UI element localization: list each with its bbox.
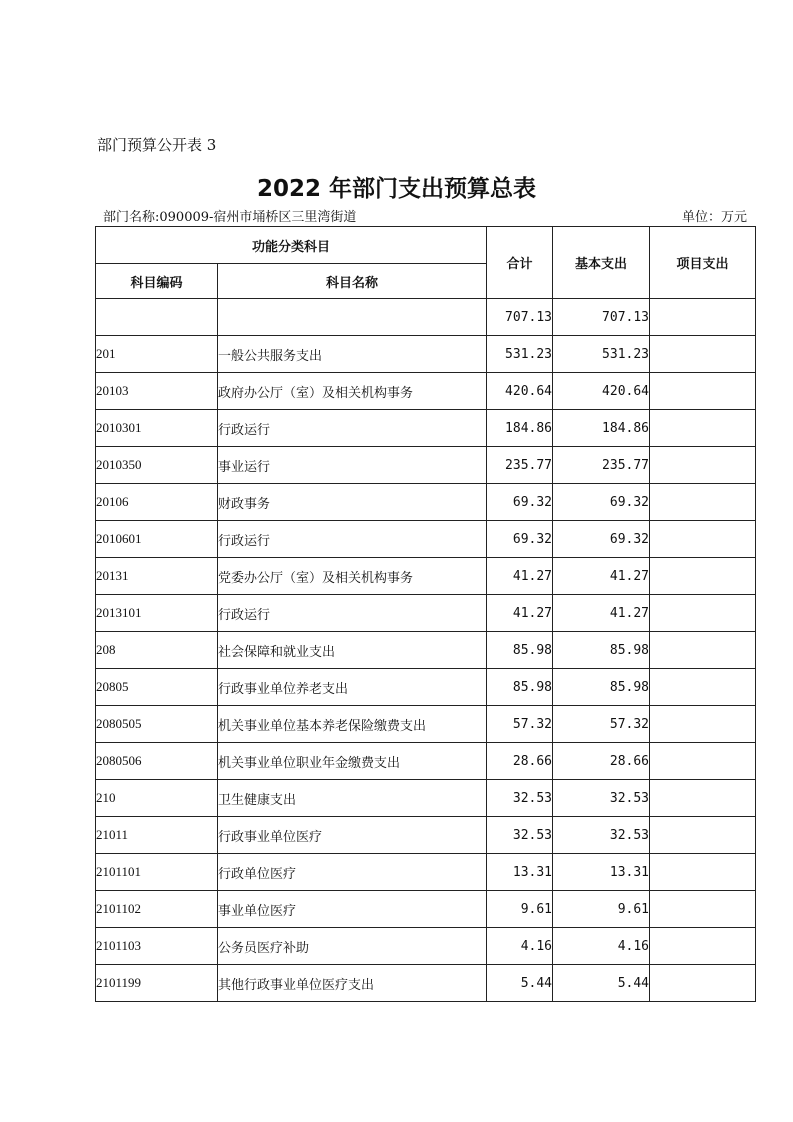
cell-basic: 85.98 [553, 669, 650, 706]
cell-code: 20131 [96, 558, 218, 595]
cell-basic: 235.77 [553, 447, 650, 484]
table-row [96, 891, 756, 928]
cell-name: 其他行政事业单位医疗支出 [218, 965, 487, 1002]
cell-name: 行政单位医疗 [218, 854, 487, 891]
cell-total: 32.53 [487, 817, 553, 854]
header-name: 科目名称 [218, 264, 487, 299]
cell-code: 2013101 [96, 595, 218, 632]
cell-project [650, 521, 756, 558]
cell-project [650, 373, 756, 410]
department-name: 部门名称:090009-宿州市埇桥区三里湾街道 [103, 210, 357, 225]
cell-total: 184.86 [487, 410, 553, 447]
cell-basic: 5.44 [553, 965, 650, 1002]
cell-name: 行政事业单位医疗 [218, 817, 487, 854]
cell-code: 21011 [96, 817, 218, 854]
cell-name [218, 299, 487, 336]
header-basic: 基本支出 [553, 227, 650, 299]
cell-name: 卫生健康支出 [218, 780, 487, 817]
table-row [96, 447, 756, 484]
cell-total: 57.32 [487, 706, 553, 743]
cell-name: 事业单位医疗 [218, 891, 487, 928]
cell-basic: 28.66 [553, 743, 650, 780]
cell-basic: 69.32 [553, 521, 650, 558]
cell-code: 2101102 [96, 891, 218, 928]
cell-basic: 32.53 [553, 780, 650, 817]
cell-code: 201 [96, 336, 218, 373]
cell-total: 69.32 [487, 484, 553, 521]
cell-code: 20106 [96, 484, 218, 521]
table-row [96, 521, 756, 558]
cell-total: 4.16 [487, 928, 553, 965]
cell-project [650, 669, 756, 706]
table-row [96, 743, 756, 780]
header-project: 项目支出 [650, 227, 756, 299]
table-row [96, 965, 756, 1002]
cell-project [650, 595, 756, 632]
cell-basic: 41.27 [553, 595, 650, 632]
table-row [96, 373, 756, 410]
cell-name: 行政运行 [218, 521, 487, 558]
cell-total: 28.66 [487, 743, 553, 780]
cell-basic: 69.32 [553, 484, 650, 521]
cell-total: 13.31 [487, 854, 553, 891]
cell-total: 531.23 [487, 336, 553, 373]
cell-basic: 13.31 [553, 854, 650, 891]
document-label: 部门预算公开表 3 [97, 136, 217, 154]
header-total: 合计 [487, 227, 553, 299]
cell-total: 9.61 [487, 891, 553, 928]
cell-project [650, 706, 756, 743]
cell-code: 2010601 [96, 521, 218, 558]
cell-name: 社会保障和就业支出 [218, 632, 487, 669]
cell-name: 行政事业单位养老支出 [218, 669, 487, 706]
table-row [96, 595, 756, 632]
cell-name: 机关事业单位基本养老保险缴费支出 [218, 706, 487, 743]
table-row [96, 558, 756, 595]
cell-basic: 85.98 [553, 632, 650, 669]
cell-code: 2010350 [96, 447, 218, 484]
cell-name: 机关事业单位职业年金缴费支出 [218, 743, 487, 780]
cell-total: 69.32 [487, 521, 553, 558]
cell-basic: 531.23 [553, 336, 650, 373]
cell-basic: 420.64 [553, 373, 650, 410]
cell-project [650, 410, 756, 447]
cell-total: 41.27 [487, 558, 553, 595]
cell-total: 707.13 [487, 299, 553, 336]
table-row [96, 928, 756, 965]
table-row [96, 669, 756, 706]
table-row [96, 336, 756, 373]
cell-code: 2101199 [96, 965, 218, 1002]
cell-name: 政府办公厅（室）及相关机构事务 [218, 373, 487, 410]
table-row [96, 299, 756, 336]
cell-basic: 184.86 [553, 410, 650, 447]
cell-code: 2010301 [96, 410, 218, 447]
unit-label: 单位：万元 [681, 210, 747, 225]
cell-basic: 57.32 [553, 706, 650, 743]
table-row [96, 632, 756, 669]
cell-project [650, 891, 756, 928]
cell-code: 2080506 [96, 743, 218, 780]
cell-project [650, 447, 756, 484]
table-row [96, 706, 756, 743]
table-row [96, 780, 756, 817]
cell-total: 235.77 [487, 447, 553, 484]
cell-total: 41.27 [487, 595, 553, 632]
cell-code: 2080505 [96, 706, 218, 743]
cell-project [650, 780, 756, 817]
header-code: 科目编码 [96, 264, 218, 299]
cell-name: 公务员医疗补助 [218, 928, 487, 965]
cell-name: 事业运行 [218, 447, 487, 484]
cell-project [650, 743, 756, 780]
cell-code [96, 299, 218, 336]
cell-total: 85.98 [487, 669, 553, 706]
cell-basic: 41.27 [553, 558, 650, 595]
cell-total: 32.53 [487, 780, 553, 817]
cell-code: 210 [96, 780, 218, 817]
cell-name: 行政运行 [218, 410, 487, 447]
table-row [96, 410, 756, 447]
cell-basic: 32.53 [553, 817, 650, 854]
page-title: 2022 年部门支出预算总表 [256, 176, 537, 202]
cell-project [650, 928, 756, 965]
cell-total: 85.98 [487, 632, 553, 669]
cell-project [650, 632, 756, 669]
cell-name: 党委办公厅（室）及相关机构事务 [218, 558, 487, 595]
cell-total: 5.44 [487, 965, 553, 1002]
cell-basic: 4.16 [553, 928, 650, 965]
table-row [96, 854, 756, 891]
cell-code: 2101103 [96, 928, 218, 965]
cell-project [650, 299, 756, 336]
cell-name: 行政运行 [218, 595, 487, 632]
table-row [96, 817, 756, 854]
cell-total: 420.64 [487, 373, 553, 410]
cell-name: 财政事务 [218, 484, 487, 521]
cell-project [650, 965, 756, 1002]
cell-basic: 9.61 [553, 891, 650, 928]
cell-project [650, 558, 756, 595]
cell-basic: 707.13 [553, 299, 650, 336]
budget-table [95, 226, 756, 1002]
table-row [96, 484, 756, 521]
cell-project [650, 854, 756, 891]
cell-name: 一般公共服务支出 [218, 336, 487, 373]
header-functional-category: 功能分类科目 [96, 227, 487, 264]
cell-code: 208 [96, 632, 218, 669]
cell-project [650, 336, 756, 373]
cell-code: 20103 [96, 373, 218, 410]
cell-project [650, 484, 756, 521]
cell-project [650, 817, 756, 854]
cell-code: 20805 [96, 669, 218, 706]
table-body [96, 299, 756, 1002]
cell-code: 2101101 [96, 854, 218, 891]
